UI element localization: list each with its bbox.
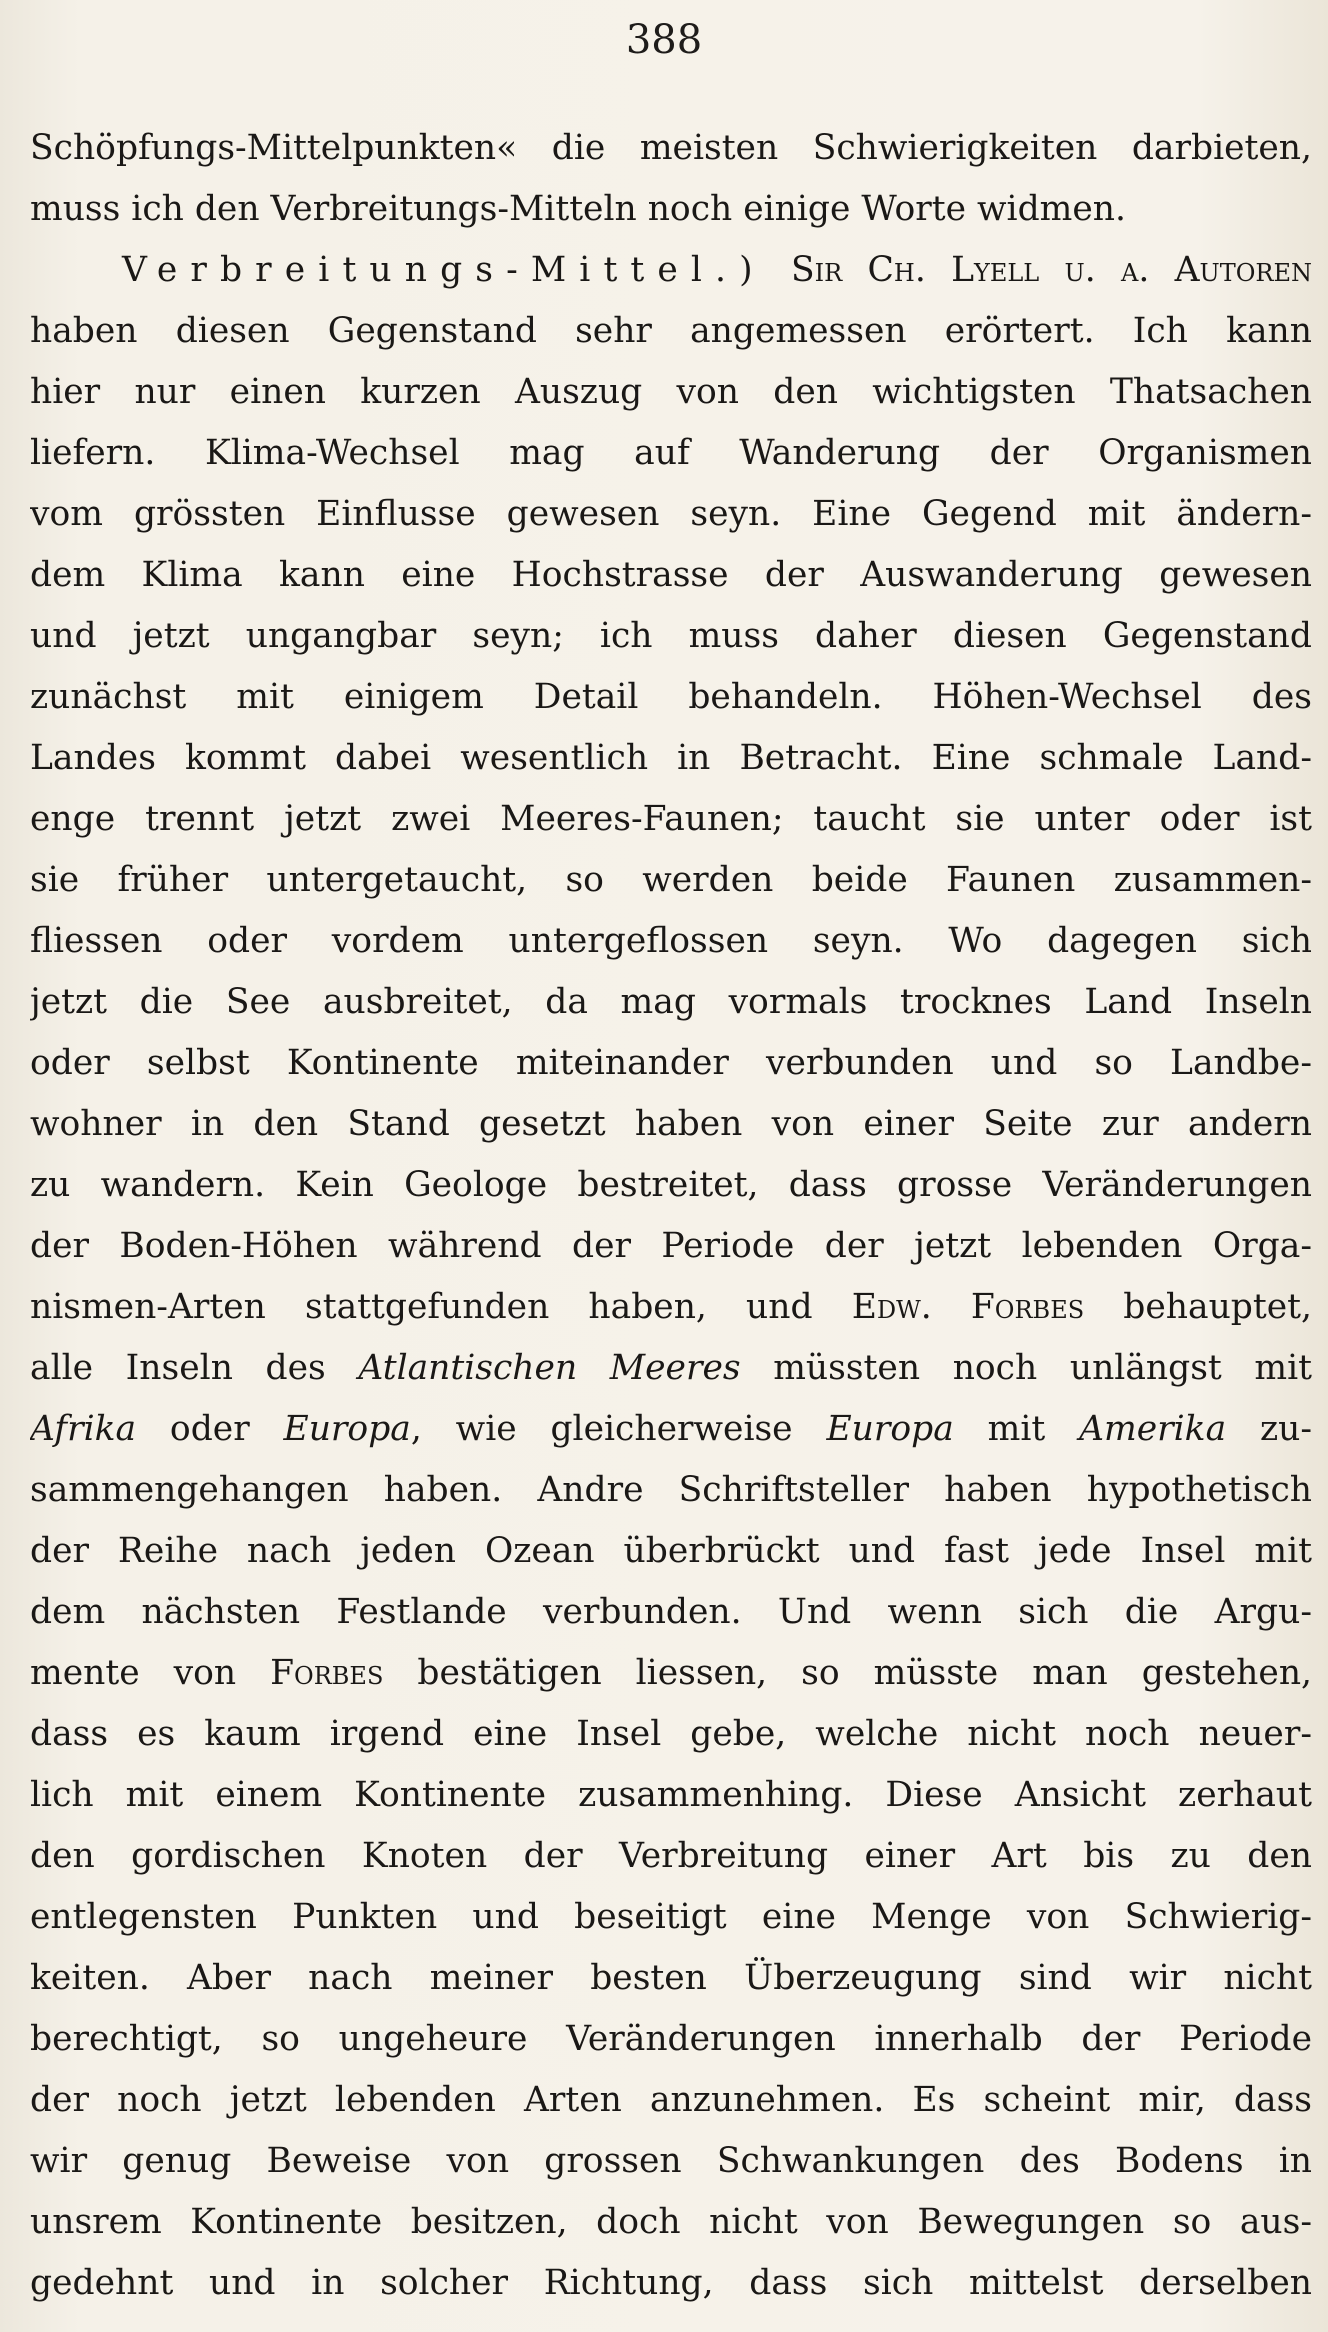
text-line: wohner in den Stand gesetzt haben von einer Seite zur andern <box>30 1104 1312 1144</box>
text-line: sie früher untergetaucht, so werden beide Faunen zusammen- <box>30 860 1312 900</box>
text-line: liefern. Klima-Wechsel mag auf Wanderung der Organismen <box>30 433 1312 473</box>
text-line <box>30 240 1312 301</box>
text-segment: bestätigen liessen, so müsste man gestehen, <box>417 1653 1312 1693</box>
text-line <box>30 1277 1312 1338</box>
author-name: Forbes <box>270 1653 384 1693</box>
text-line: dem Klima kann eine Hochstrasse der Auswanderung gewesen <box>30 555 1312 595</box>
text-line: der Boden-Höhen während der Periode der jetzt lebenden Orga- <box>30 1226 1312 1266</box>
text-line: jetzt die See ausbreitet, da mag vormals trocknes Land Inseln <box>30 982 1312 1022</box>
text-segment: alle Inseln des <box>30 1348 326 1388</box>
text-line: gedehnt und in solcher Richtung, dass sich mittelst derselben <box>30 2263 1312 2303</box>
italic-term: Afrika <box>30 1409 137 1449</box>
text-line: vom grössten Einflusse gewesen seyn. Eine Gegend mit ändern- <box>30 494 1312 534</box>
text-segment: mit <box>987 1409 1046 1449</box>
text-segment: behauptet, <box>1123 1287 1312 1327</box>
text-segment: Sir Ch. Lyell u. a. Autoren <box>791 250 1312 290</box>
author-name: Edw. Forbes <box>851 1287 1085 1327</box>
text-line: berechtigt, so ungeheure Veränderungen innerhalb der Periode <box>30 2019 1312 2059</box>
text-line: muss ich den Verbreitungs-Mitteln noch einige Worte widmen. <box>30 189 1126 229</box>
text-segment: oder <box>169 1409 250 1449</box>
text-line: haben diesen Gegenstand sehr angemessen erörtert. Ich kann <box>30 311 1312 351</box>
text-line: und jetzt ungangbar seyn; ich muss daher diesen Gegenstand <box>30 616 1312 656</box>
text-line: der Reihe nach jeden Ozean überbrückt und fast jede Insel mit <box>30 1531 1312 1571</box>
text-segment: zu- <box>1259 1409 1312 1449</box>
text-line: sammengehangen haben. Andre Schriftsteller haben hypothetisch <box>30 1470 1312 1510</box>
page-number: 388 <box>625 17 703 63</box>
italic-term: Atlantischen Meeres <box>358 1348 741 1388</box>
italic-term: Europa <box>283 1409 411 1449</box>
text-line: entlegensten Punkten und beseitigt eine Menge von Schwierig- <box>30 1897 1312 1937</box>
italic-term: Amerika <box>1079 1409 1227 1449</box>
text-line <box>30 1338 1312 1399</box>
text-line: enge trennt jetzt zwei Meeres-Faunen; taucht sie unter oder ist <box>30 799 1312 839</box>
text-line: dem nächsten Festlande verbunden. Und wenn sich die Argu- <box>30 1592 1312 1632</box>
text-line: fliessen oder vordem untergeflossen seyn. Wo dagegen sich <box>30 921 1312 961</box>
text-line: der noch jetzt lebenden Arten anzunehmen. Es scheint mir, dass <box>30 2080 1312 2120</box>
text-line: den gordischen Knoten der Verbreitung einer Art bis zu den <box>30 1836 1312 1876</box>
italic-term: Europa <box>826 1409 954 1449</box>
text-line <box>30 1399 1312 1460</box>
text-line: zu wandern. Kein Geologe bestreitet, dass grosse Veränderungen <box>30 1165 1312 1205</box>
text-segment: , wie gleicherweise <box>410 1409 793 1449</box>
text-line <box>30 1643 1312 1704</box>
text-line: Schöpfungs-Mittelpunkten« die meisten Schwierigkeiten darbieten, <box>30 128 1312 168</box>
text-line: hier nur einen kurzen Auszug von den wichtigsten Thatsachen <box>30 372 1312 412</box>
text-segment: nismen-Arten stattgefunden haben, und <box>30 1287 813 1327</box>
text-line: lich mit einem Kontinente zusammenhing. Diese Ansicht zerhaut <box>30 1775 1312 1815</box>
text-line: zunächst mit einigem Detail behandeln. Höhen-Wechsel des <box>30 677 1312 717</box>
text-segment: müssten noch unlängst mit <box>773 1348 1312 1388</box>
text-line: Landes kommt dabei wesentlich in Betracht. Eine schmale Land- <box>30 738 1312 778</box>
body-text <box>30 118 1312 2314</box>
text-line: keiten. Aber nach meiner besten Überzeugung sind wir nicht <box>30 1958 1312 1998</box>
text-line: unsrem Kontinente besitzen, doch nicht von Bewegungen so aus- <box>30 2202 1312 2242</box>
text-line: oder selbst Kontinente miteinander verbunden und so Landbe- <box>30 1043 1312 1083</box>
text-line: dass es kaum irgend eine Insel gebe, welche nicht noch neuer- <box>30 1714 1312 1754</box>
section-heading: Verbreitungs-Mittel.) <box>122 250 766 290</box>
text-line: wir genug Beweise von grossen Schwankungen des Bodens in <box>30 2141 1312 2181</box>
text-segment: mente von <box>30 1653 237 1693</box>
